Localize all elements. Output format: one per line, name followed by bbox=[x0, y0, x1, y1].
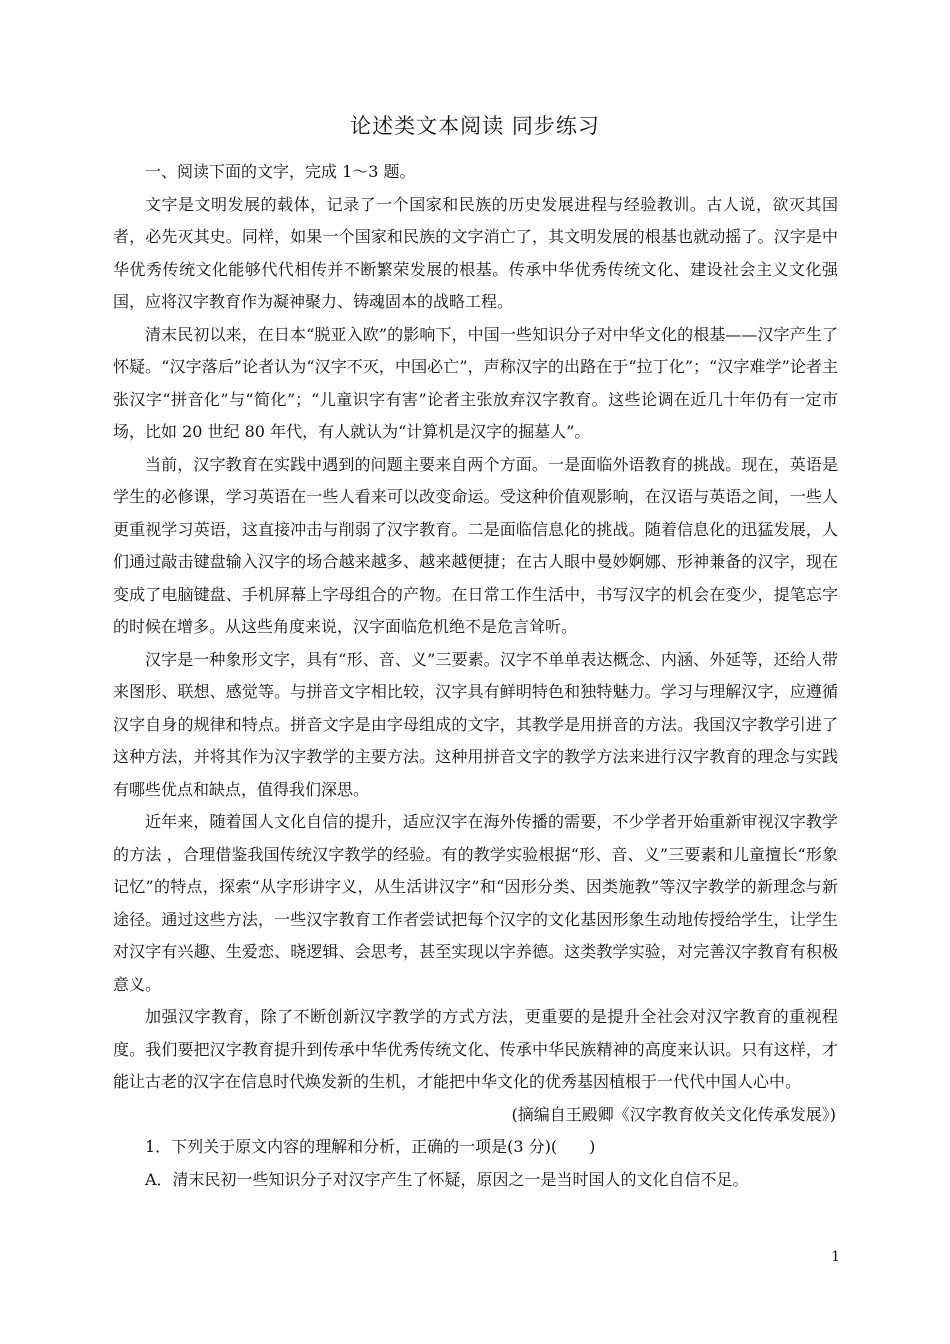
paragraph-1: 文字是文明发展的载体，记录了一个国家和民族的历史发展进程与经验教训。古人说，欲灭其国者，必先灭其史。同样，如果一个国家和民族的文字消亡了，其文明发展的根基也就动摇了。汉字是中华优秀传统文化能够代代相传并不断繁荣发展的根基。传承中华优秀传统文化、建设社会主义文化强国，应将汉字教育作为凝神聚力、铸魂固本的战略工程。 bbox=[113, 194, 838, 311]
page-title: 论述类文本阅读 同步练习 bbox=[350, 114, 600, 138]
paragraph-3: 当前，汉字教育在实践中遇到的问题主要来自两个方面。一是面临外语教育的挑战。现在，英语是学生的必修课，学习英语在一些人看来可以改变命运。受这种价值观影响，在汉语与英语之间，一些人更重视学习英语，这直接冲击与削弱了汉字教育。二是面临信息化的挑战。随着信息化的迅猛发展，人们通过敲击键盘输入汉字的场合越来越多、越来越便捷；在古人眼中曼妙婀娜、形神兼备的汉字，现在变成了电脑键盘、手机屏幕上字母组合的产物。在日常工作生活中，书写汉字的机会在变少，提笔忘字的时候在增多。从这些角度来说，汉字面临危机绝不是危言耸听。 bbox=[113, 454, 838, 636]
question-1-option-a: A．清末民初一些知识分子对汉字产生了怀疑，原因之一是当时国人的文化自信不足。 bbox=[145, 1169, 749, 1189]
paragraph-6: 加强汉字教育，除了不断创新汉字教学的方式方法，更重要的是提升全社会对汉字教育的重视程度。我们要把汉字教育提升到传承中华优秀传统文化、传承中华民族精神的高度来认识。只有这样，才能让古老的汉字在信息时代焕发新的生机，才能把中华文化的优秀基因植根于一代代中国人心中。 bbox=[113, 1007, 838, 1091]
reading-instruction: 一、阅读下面的文字，完成 1～3 题。 bbox=[145, 162, 416, 181]
paragraph-2: 清末民初以来，在日本“脱亚入欧”的影响下，中国一些知识分子对中华文化的根基——汉字产生了怀疑。“汉字落后”论者认为“汉字不灭，中国必亡”，声称汉字的出路在于“拉丁化”；“汉字难学”论者主张汉字“拼音化”与“简化”；“儿童识字有害”论者主张放弃汉字教育。这些论调在近几十年仍有一定市场，比如 20 世纪 80 年代，有人就认为“计算机是汉字的掘墓人”。 bbox=[113, 324, 838, 441]
question-1: 1．下列关于原文内容的理解和分析，正确的一项是(3 分)( ) bbox=[145, 1137, 596, 1156]
paragraph-4: 汉字是一种象形文字，具有“形、音、义”三要素。汉字不单单表达概念、内涵、外延等，还给人带来图形、联想、感觉等。与拼音文字相比较，汉字具有鲜明特色和独特魅力。学习与理解汉字，应遵循汉字自身的规律和特点。拼音文字是由字母组成的文字，其教学是用拼音的方法。我国汉字教学引进了这种方法，并将其作为汉字教学的主要方法。这种用拼音文字的教学方法来进行汉字教育的理念与实践有哪些优点和缺点，值得我们深思。 bbox=[113, 649, 838, 799]
page-number: 1 bbox=[831, 1249, 840, 1265]
paragraph-5: 近年来，随着国人文化自信的提升，适应汉字在海外传播的需要，不少学者开始重新审视汉字教学的方法 ，合理借鉴我国传统汉字教学的经验。有的教学实验根据“形、音、义”三要素和儿童擅长“形象记忆”的特点，探索“从字形讲字义，从生活讲汉字”和“因形分类、因类施教”等汉字教学的新理念与新途径。通过这些方法，一些汉字教育工作者尝试把每个汉字的文化基因形象生动地传授给学生，让学生对汉字有兴趣、生爱恋、晓逻辑、会思考，甚至实现以字养德。这类教学实验，对完善汉字教育有积极意义。 bbox=[113, 812, 838, 994]
source-citation: (摘编自王殿卿《汉字教育攸关文化传承发展》) bbox=[511, 1104, 836, 1124]
article-body bbox=[113, 156, 838, 1196]
